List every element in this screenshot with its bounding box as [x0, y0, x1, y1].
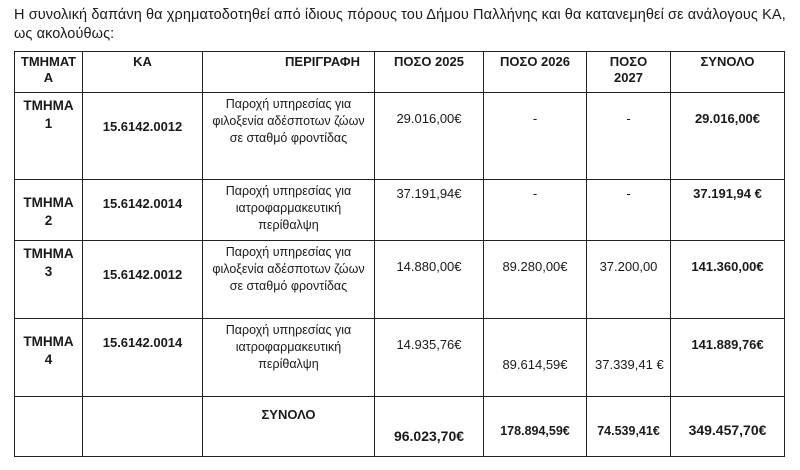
table-row: [15, 180, 785, 241]
amount-2027-cell: -: [587, 180, 671, 241]
row-total-cell: 29.016,00€: [671, 93, 785, 180]
dept-cell: ΤΜΗΜΑ 4: [15, 319, 83, 397]
amount-2026-cell: 89.280,00€: [484, 241, 587, 319]
amount-2025-cell: 14.880,00€: [375, 241, 484, 319]
amount-2025-cell: 37.191,94€: [375, 180, 484, 241]
amount-2025-cell: 29.016,00€: [375, 93, 484, 180]
summary-empty-cell: [15, 397, 83, 457]
table-row: [15, 93, 785, 180]
header-amount-2027: ΠΟΣΟ 2027: [587, 52, 671, 93]
row-total-cell: 37.191,94 €: [671, 180, 785, 241]
description-cell: Παροχή υπηρεσίας για ιατροφαρμακευτική περίθαλψη: [203, 180, 375, 241]
row-total-cell: 141.889,76€: [671, 319, 785, 397]
header-amount-2026: ΠΟΣΟ 2026: [484, 52, 587, 93]
amount-2026-cell: 89.614,59€: [484, 319, 587, 397]
header-total: ΣΥΝΟΛΟ: [671, 52, 785, 93]
summary-label: ΣΥΝΟΛΟ: [203, 397, 375, 457]
amount-2026-cell: -: [484, 180, 587, 241]
description-cell: Παροχή υπηρεσίας για φιλοξενία αδέσποτων ζώων σε σταθμό φροντίδας: [203, 93, 375, 180]
amount-2025-cell: 14.935,76€: [375, 319, 484, 397]
row-total-cell: 141.360,00€: [671, 241, 785, 319]
table-row: [15, 241, 785, 319]
summary-amount-2027: 74.539,41€: [587, 397, 671, 457]
summary-total: 349.457,70€: [671, 397, 785, 457]
description-cell: Παροχή υπηρεσίας για ιατροφαρμακευτική περίθαλψη: [203, 319, 375, 397]
table-header-row: [15, 52, 785, 93]
summary-amount-2025: 96.023,70€: [375, 397, 484, 457]
dept-cell: ΤΜΗΜΑ 1: [15, 93, 83, 180]
dept-cell: ΤΜΗΜΑ 3: [15, 241, 83, 319]
description-cell: Παροχή υπηρεσίας για φιλοξενία αδέσποτων ζώων σε σταθμό φροντίδας: [203, 241, 375, 319]
intro-paragraph: Η συνολική δαπάνη θα χρηματοδοτηθεί από ίδιους πόρους του Δήμου Παλλήνης και θα κατανεμηθεί σε ανάλογους ΚΑ, ως ακολούθως:: [14, 7, 786, 42]
summary-amount-2026: 178.894,59€: [484, 397, 587, 457]
summary-empty-cell: [83, 397, 203, 457]
summary-row: [15, 397, 785, 457]
table-row: [15, 319, 785, 397]
header-description: ΠΕΡΙΓΡΑΦΗ: [203, 52, 375, 93]
header-ka: ΚΑ: [83, 52, 203, 93]
amount-2026-cell: -: [484, 93, 587, 180]
ka-cell: 15.6142.0012: [83, 93, 203, 180]
header-amount-2025: ΠΟΣΟ 2025: [375, 52, 484, 93]
ka-cell: 15.6142.0014: [83, 180, 203, 241]
dept-cell: ΤΜΗΜΑ 2: [15, 180, 83, 241]
budget-table: [14, 51, 785, 457]
amount-2027-cell: -: [587, 93, 671, 180]
ka-cell: 15.6142.0014: [83, 319, 203, 397]
ka-cell: 15.6142.0012: [83, 241, 203, 319]
amount-2027-cell: 37.200,00: [587, 241, 671, 319]
header-dept: ΤΜΗΜΑΤΑ: [15, 52, 83, 93]
amount-2027-cell: 37.339,41 €: [587, 319, 671, 397]
